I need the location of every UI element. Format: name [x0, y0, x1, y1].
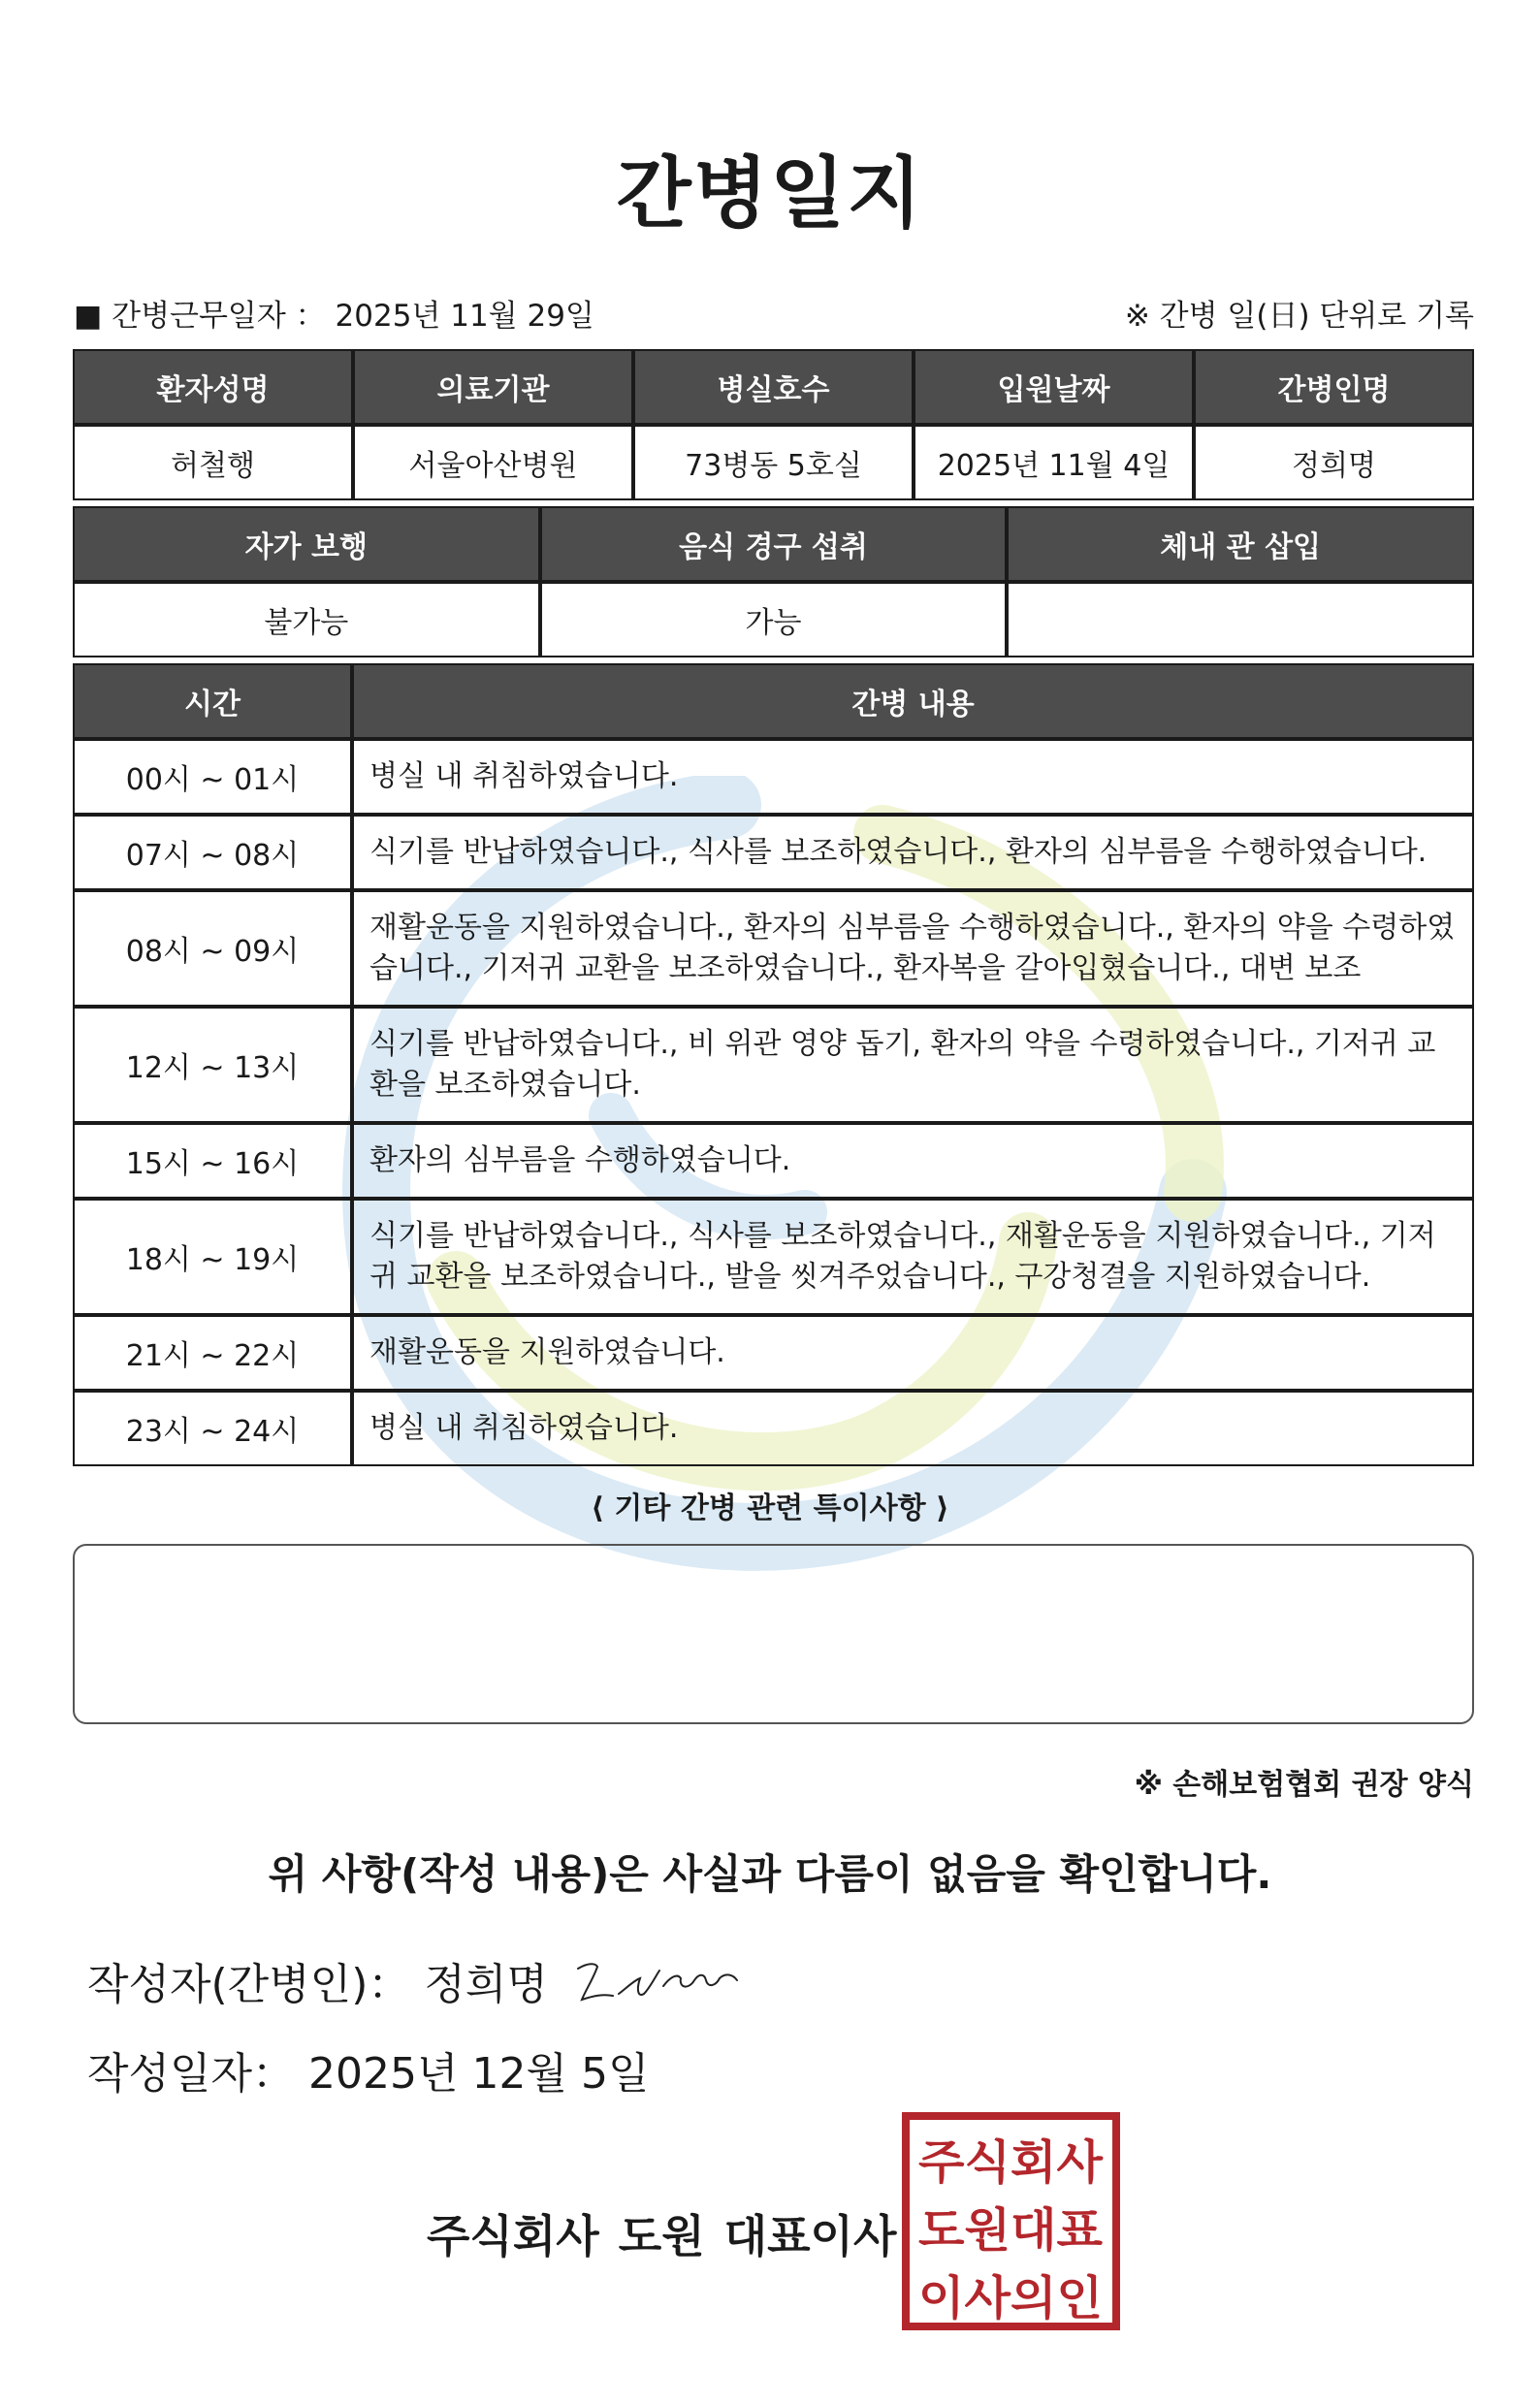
unit-note: ※ 간병 일(日) 단위로 기록: [1124, 299, 1474, 334]
confirmation-statement: 위 사항(작성 내용)은 사실과 다름이 없음을 확인합니다.: [268, 1850, 1272, 1898]
care-log-table: [73, 663, 1474, 1466]
content-cell: 재활운동을 지원하였습니다., 환자의 심부름을 수행하였습니다., 환자의 약을 수령하였습니다., 기저귀 교환을 보조하였습니다., 환자복을 갈아입혔습니다., 대변 보조: [352, 890, 1474, 1007]
table-row: [73, 1199, 1474, 1315]
writer-line: 작성자(간병인)： 정희명: [87, 1960, 548, 2009]
patient-name: 허철행: [73, 425, 353, 500]
header-tube: 체내 관 삽입: [1007, 506, 1474, 582]
content-cell: 식기를 반납하였습니다., 비 위관 영양 돕기, 환자의 약을 수령하였습니다., 기저귀 교환을 보조하였습니다.: [352, 1007, 1474, 1123]
document-title: 간병일지: [616, 148, 924, 239]
admission-date: 2025년 11월 4일: [914, 425, 1194, 500]
time-cell: 21시 ~ 22시: [73, 1315, 352, 1391]
remarks-title: ⟨ 기타 간병 관련 특이사항 ⟩: [591, 1491, 949, 1525]
header-room: 병실호수: [633, 349, 914, 425]
table-row: [73, 1315, 1474, 1391]
header-time: 시간: [73, 663, 352, 739]
time-cell: 23시 ~ 24시: [73, 1391, 352, 1466]
walking-status: 불가능: [73, 582, 540, 657]
table-row: [73, 815, 1474, 890]
seal-line-1: 주식회사: [918, 2135, 1104, 2190]
header-care-content: 간병 내용: [352, 663, 1474, 739]
table-row: [73, 1391, 1474, 1466]
company-representative: 주식회사 도원 대표이사: [427, 2210, 897, 2262]
content-cell: 식기를 반납하였습니다., 식사를 보조하였습니다., 재활운동을 지원하였습니다., 기저귀 교환을 보조하였습니다., 발을 씻겨주었습니다., 구강청결을 지원하였습니다.: [352, 1199, 1474, 1315]
table-row: [73, 890, 1474, 1007]
oral-intake-status: 가능: [540, 582, 1008, 657]
form-note: ※ 손해보험협회 권장 양식: [1134, 1768, 1474, 1802]
hospital: 서울아산병원: [353, 425, 633, 500]
time-cell: 18시 ~ 19시: [73, 1199, 352, 1315]
content-cell: 병실 내 취침하였습니다.: [352, 739, 1474, 815]
work-date: ■ 간병근무일자 ： 2025년 11월 29일: [74, 299, 594, 334]
patient-info-table: [73, 349, 1474, 500]
seal-line-3: 이사의인: [918, 2271, 1103, 2325]
header-oral-intake: 음식 경구 섭취: [540, 506, 1008, 582]
table-row: [73, 739, 1474, 815]
content-cell: 식기를 반납하였습니다., 식사를 보조하였습니다., 환자의 심부름을 수행하였습니다.: [352, 815, 1474, 890]
seal-line-2: 도원대표: [918, 2203, 1104, 2258]
time-cell: 00시 ~ 01시: [73, 739, 352, 815]
time-cell: 07시 ~ 08시: [73, 815, 352, 890]
remarks-box: [73, 1544, 1474, 1724]
time-cell: 08시 ~ 09시: [73, 890, 352, 1007]
header-admission-date: 입원날짜: [914, 349, 1194, 425]
content-cell: 재활운동을 지원하였습니다.: [352, 1315, 1474, 1391]
caregiver-name: 정희명: [1194, 425, 1474, 500]
header-patient-name: 환자성명: [73, 349, 353, 425]
header-caregiver: 간병인명: [1194, 349, 1474, 425]
time-cell: 12시 ~ 13시: [73, 1007, 352, 1123]
table-row: [73, 1123, 1474, 1199]
header-walking: 자가 보행: [73, 506, 540, 582]
content-cell: 환자의 심부름을 수행하였습니다.: [352, 1123, 1474, 1199]
time-cell: 15시 ~ 16시: [73, 1123, 352, 1199]
room: 73병동 5호실: [633, 425, 914, 500]
company-seal: [902, 2112, 1120, 2330]
table-row: [73, 1007, 1474, 1123]
tube-status: [1007, 582, 1474, 657]
header-hospital: 의료기관: [353, 349, 633, 425]
handwritten-signature: [574, 1951, 741, 2011]
patient-status-table: [73, 506, 1474, 657]
content-cell: 병실 내 취침하였습니다.: [352, 1391, 1474, 1466]
write-date-line: 작성일자： 2025년 12월 5일: [87, 2049, 650, 2099]
